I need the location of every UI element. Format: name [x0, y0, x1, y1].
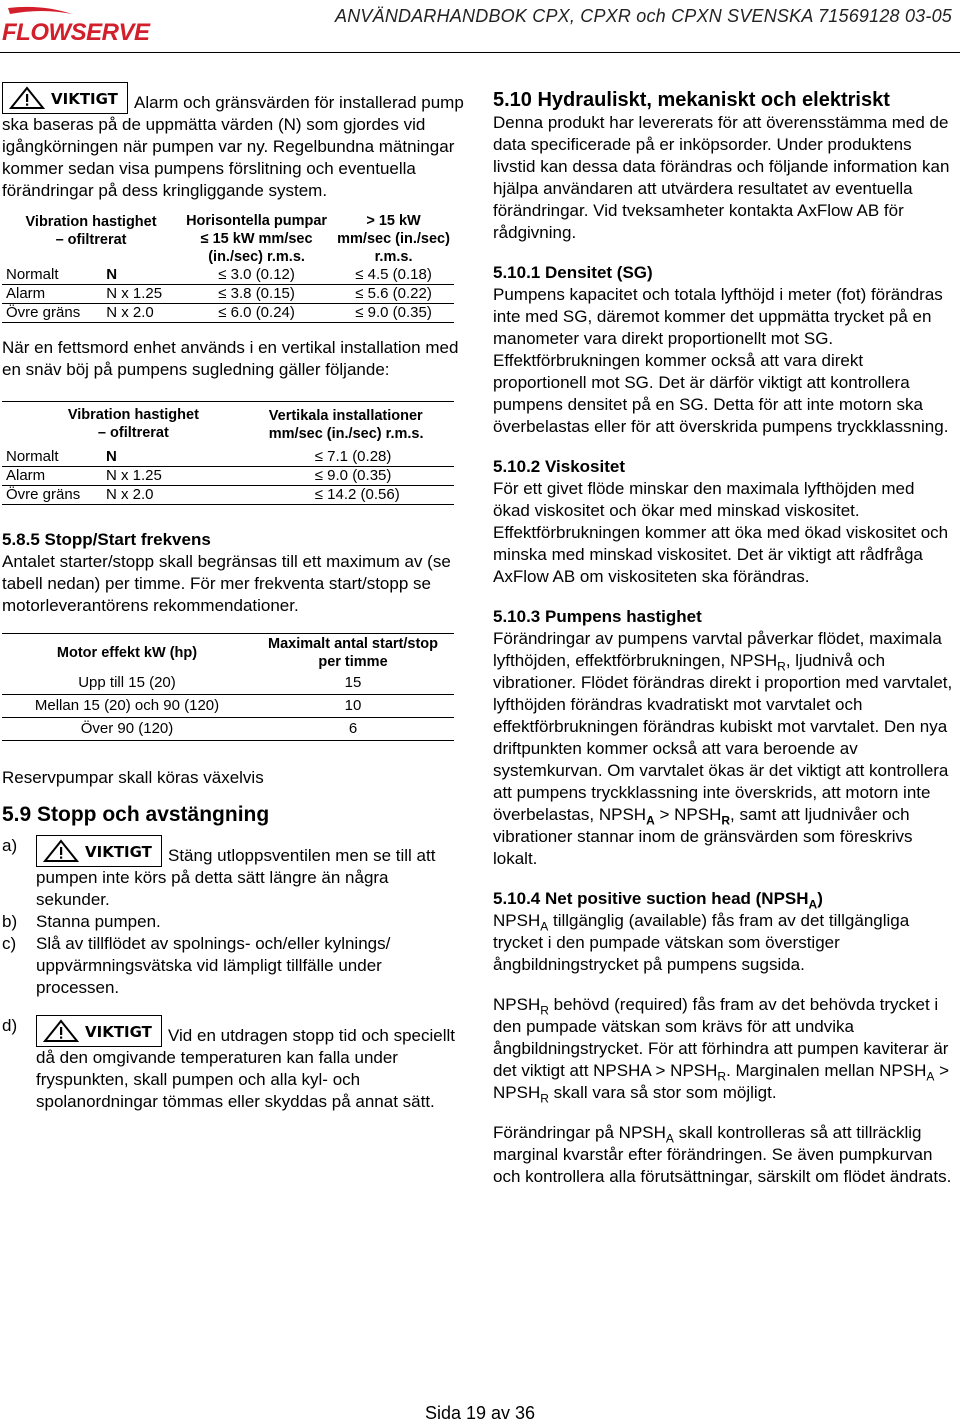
list-item: a) VIKTIGT Stäng utloppsventilen men se till att pumpen inte körs på detta sätt längre än några sekunder.	[2, 836, 436, 909]
npsh-changes-paragraph: Förändringar på $NPSH_A$ skall kontrolleras så att tillräcklig marginal kvarstår efter förändringen. Se även pumpkurvan och kontrollera alla förutsättningar, särskilt om flödet ändrats.	[493, 1123, 952, 1186]
section-5-8-5-title: 5.8.5 Stopp/Start frekvens	[2, 530, 211, 549]
npsha-paragraph: $NPSH_A$ tillgänglig (available) fås fram av det tillgängliga trycket i den pumpade vätskan som överstiger ångbildningstrycket på pumpens sugsida.	[493, 911, 910, 974]
header-divider	[0, 52, 960, 53]
warning-triangle-icon	[43, 839, 79, 863]
warning-triangle-icon	[9, 86, 45, 110]
section-5-10-2-text: För ett givet flöde minskar den maximala lyfthöjden med ökad viskositet och ökar med minskad viskositet. Effektförbrukningen kommer att öka med ökad viskositet och minska med minskad viskositet. Det är viktigt att rådfråga AxFlow AB om viskositeten ska förändras.	[493, 479, 949, 586]
t1-header-over15: > 15 kW mm/sec (in./sec) r.m.s.	[337, 213, 450, 265]
vibration-table-vertical	[2, 401, 454, 505]
table-row: Normalt N ≤ 7.1 (0.28)	[2, 448, 454, 467]
start-stop-table	[2, 633, 454, 741]
section-5-10-1-text: Pumpens kapacitet och totala lyfthöjd i meter (fot) förändras inte med SG, däremot kommer det uppmätta trycket på en manometer vara direkt proportionellt mot SG. Effektförbrukningen kommer också att vara direkt proportionell mot SG. Det är därför viktigt att kontrollera pumpens densitet på en SG. Detta för att inte motorn ska överbelastas eller för att överskrida pumpens tryckklassning.	[493, 285, 949, 436]
table-row: Mellan 15 (20) och 90 (120) 10	[2, 695, 454, 718]
list-item: c) Slå av tillflödet av spolnings- och/eller kylnings/ uppvärmningsvätska vid lämpligt tillfälle under processen.	[2, 934, 391, 997]
table-row: Upp till 15 (20) 15	[2, 672, 454, 695]
list-item: b) Stanna pumpen.	[2, 912, 161, 931]
table-row: Alarm N x 1.25 ≤ 3.8 (0.15) ≤ 5.6 (0.22)	[2, 285, 454, 304]
table-row: Alarm N x 1.25 ≤ 9.0 (0.35)	[2, 467, 454, 486]
right-column	[493, 88, 955, 1188]
flowserve-logo	[2, 6, 152, 52]
vibration-table-horizontal	[2, 212, 454, 323]
t3-header-max: Maximalt antal start/stop per timme	[267, 636, 438, 670]
reserve-pumps-text: Reservpumpar skall köras växelvis	[2, 768, 264, 787]
table-row: Över 90 (120) 6	[2, 718, 454, 741]
table-row: Normalt N ≤ 3.0 (0.12) ≤ 4.5 (0.18)	[2, 266, 454, 285]
warning-triangle-icon	[43, 1019, 79, 1043]
section-5-8-5-text: Antalet starter/stopp skall begränsas till ett maximum av (se tabell nedan) per timme. För mer frekventa start/stopp se motorleverantörens rekommendationer.	[2, 552, 451, 615]
svg-text:FLOWSERVE: FLOWSERVE	[2, 19, 150, 46]
page-number: Sida 19 av 36	[424, 1403, 536, 1423]
section-5-10-3-text: Förändringar av pumpens varvtal påverkar flödet, maximala lyfthöjden, effektförbrukningen, $NPSH_R$, ljudnivå och vibrationer. Flödet förändras direkt i proportion med varvtalet, lyfthöjden förändras kvadratiskt mot varvtalet och effektförbrukningen förändras kubiskt mot varvtalet. Den nya driftpunkten kommer också att vara beroende av systemkurvan. Om varvtalet ökas är det viktigt att kontrollera att pumpens tryckklassning inte överskrids, att motorn inte överbelastas, $NPSH_A$ > $NPSH_R$, samt att ljudnivåer och vibrationer stannar inom de gränsvärden som föreskrivs lokalt.	[493, 629, 953, 868]
warning-label: VIKTIGT	[51, 90, 118, 108]
warning-badge: VIKTIGT	[36, 835, 162, 867]
table-row: Övre gräns N x 2.0 ≤ 14.2 (0.56)	[2, 486, 454, 505]
t1-header-vibration: Vibration hastighet – ofiltrerat	[25, 214, 157, 248]
document-title: ANVÄNDARHANDBOK CPX, CPXR och CPXN SVENSKA 71569128 03-05	[335, 6, 952, 26]
section-5-10-title: 5.10 Hydrauliskt, mekaniskt och elektriskt	[493, 89, 890, 111]
warning-badge	[2, 82, 128, 114]
t1-header-horizontal: Horisontella pumpar ≤ 15 kW mm/sec (in./sec) r.m.s.	[186, 213, 328, 265]
list-item: d) VIKTIGT Vid en utdragen stopp tid och speciellt då den omgivande temperaturen kan falla under fryspunkten, skall pumpen och alla kyl- och spolanordningar tömmas eller skyddas på annat sätt.	[2, 1016, 455, 1111]
t3-header-motor: Motor effekt kW (hp)	[56, 645, 198, 661]
t2-header-vibration: Vibration hastighet – ofiltrerat	[67, 407, 199, 441]
section-5-10-1-title: 5.10.1 Densitet (SG)	[493, 263, 653, 282]
stop-procedure-list	[2, 835, 464, 1113]
section-5-10-3-title: 5.10.3 Pumpens hastighet	[493, 607, 702, 626]
left-column	[2, 82, 464, 1113]
section-5-10-2-title: 5.10.2 Viskositet	[493, 457, 625, 476]
table-row: Övre gräns N x 2.0 ≤ 6.0 (0.24) ≤ 9.0 (0.35)	[2, 304, 454, 323]
section-5-10-text: Denna produkt har levererats för att överensstämma med de data specificerade på er inköpsorder. Under produktens livstid kan dessa data förändras och följande information kan hjälpa användaren att utvärdera resultatet av eventuella förändringar. Vid tveksamheter kontakta AxFlow AB för rådgivning.	[493, 113, 950, 242]
grease-paragraph: När en fettsmord enhet används i en vertikal installation med en snäv böj på pumpens sugledning gäller följande:	[2, 338, 459, 379]
alarm-intro: VIKTIGT Alarm och gränsvärden för installerad pump ska baseras på de uppmätta värden (N) som gjordes vid igångkörningen när pumpen var ny. Regelbundna mätningar kommer sedan visa pumpens förslitning och eventuella förändringar på dess kringliggande system.	[2, 82, 464, 202]
section-5-10-4-title: 5.10.4 Net positive suction head $(NPSH_A)$	[493, 889, 823, 912]
section-5-9-title: 5.9 Stopp och avstängning	[2, 803, 270, 826]
page-header	[0, 0, 960, 58]
npshr-paragraph: $NPSH_R$ behövd (required) fås fram av det behövda trycket i den pumpade vätskan som krävs för att undvika ångbildningstrycket. För att förhindra att pumpen kaviterar är det viktigt att NPSHA > $NPSH_R$. Marginalen mellan $NPSH_A$ > $NPSH_R$ skall vara så stor som möjligt.	[493, 995, 950, 1106]
warning-badge: VIKTIGT	[36, 1015, 162, 1047]
t2-header-vertical: Vertikala installationer mm/sec (in./sec) r.m.s.	[268, 408, 424, 442]
